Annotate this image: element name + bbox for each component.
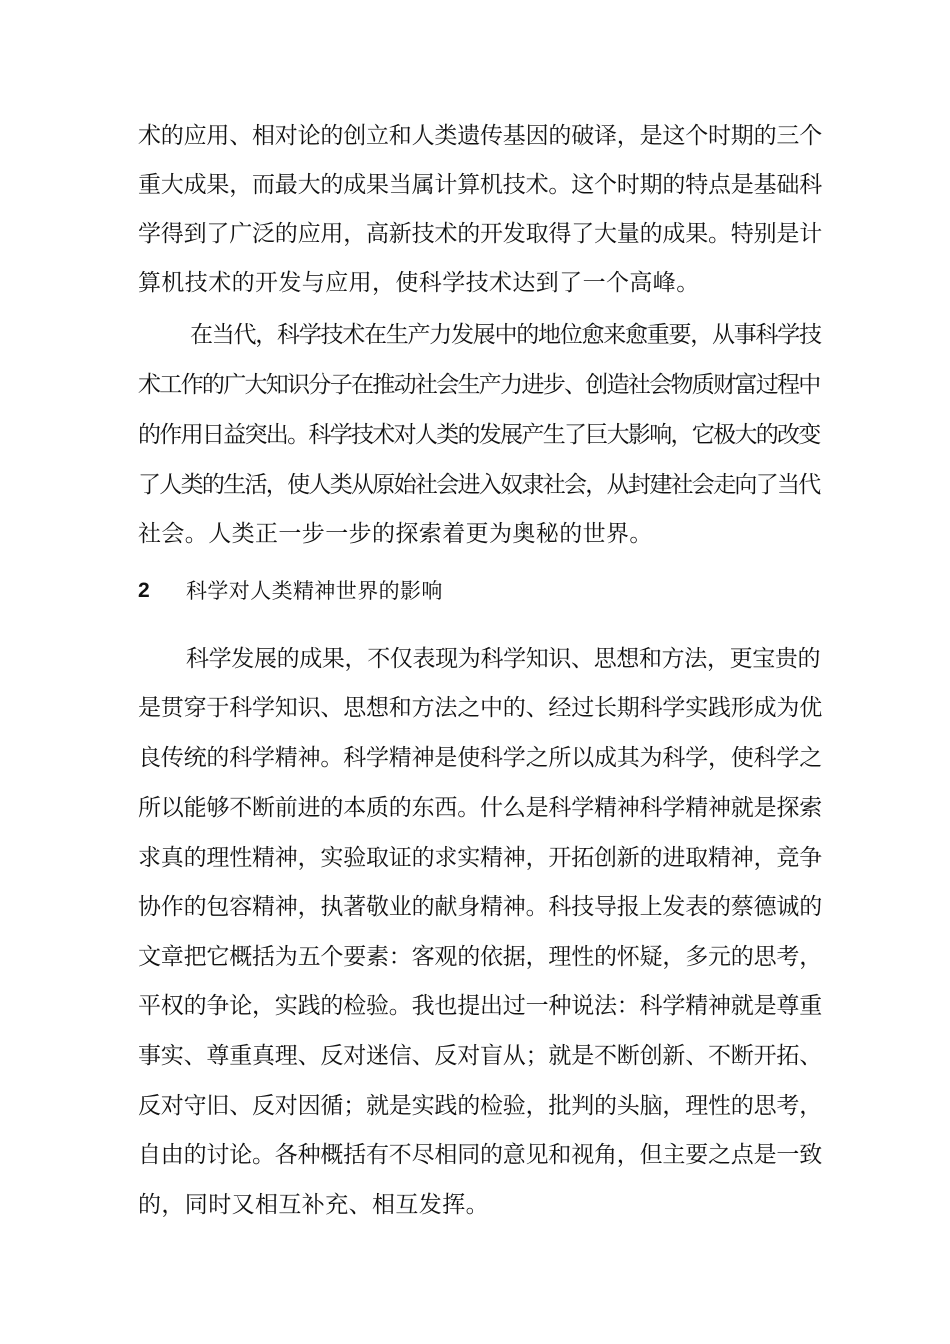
paragraph-line: 科学发展的成果，不仅表现为科学知识、思想和方法，更宝贵的	[186, 646, 821, 672]
paragraph-line: 平权的争论，实践的检验。我也提出过一种说法：科学精神就是尊重	[138, 993, 823, 1019]
section-title: 科学对人类精神世界的影响	[186, 579, 443, 603]
section-number: 2	[138, 579, 150, 602]
paragraph-line: 自由的讨论。各种概括有不尽相同的意见和视角，但主要之点是一致	[138, 1142, 823, 1168]
paragraph-line: 反对守旧、反对因循；就是实践的检验，批判的头脑，理性的思考，	[138, 1093, 823, 1119]
paragraph-line: 术的应用、相对论的创立和人类遗传基因的破译，是这个时期的三个	[138, 123, 823, 149]
paragraph-line: 学得到了广泛的应用，高新技术的开发取得了大量的成果。特别是计	[138, 221, 823, 247]
paragraph-line: 求真的理性精神，实验取证的求实精神，开拓创新的进取精神，竞争	[138, 845, 823, 871]
paragraph-line: 术工作的广大知识分子在推动社会生产力进步、创造社会物质财富过程中	[138, 372, 820, 398]
paragraph-line: 所以能够不断前进的本质的东西。什么是科学精神科学精神就是探索	[138, 795, 823, 821]
paragraph-line: 了人类的生活，使人类从原始社会进入奴隶社会，从封建社会走向了当代	[138, 472, 820, 498]
paragraph-line: 文章把它概括为五个要素：客观的依据，理性的怀疑，多元的思考，	[138, 944, 823, 970]
paragraph-line: 的，同时又相互补充、相互发挥。	[138, 1192, 489, 1218]
paragraph-line: 事实、尊重真理、反对迷信、反对盲从；就是不断创新、不断开拓、	[138, 1043, 823, 1069]
paragraph-line: 的作用日益突出。科学技术对人类的发展产生了巨大影响，它极大的改变	[138, 422, 820, 448]
paragraph-line: 重大成果，而最大的成果当属计算机技术。这个时期的特点是基础科	[138, 172, 823, 198]
paragraph-line: 算机技术的开发与应用，使科学技术达到了一个高峰。	[138, 270, 700, 296]
paragraph-line: 社会。人类正一步一步的探索着更为奥秘的世界。	[138, 521, 653, 547]
paragraph-line: 是贯穿于科学知识、思想和方法之中的、经过长期科学实践形成为优	[138, 695, 823, 721]
paragraph-line: 协作的包容精神，执著敬业的献身精神。科技导报上发表的蔡德诚的	[138, 894, 823, 920]
paragraph-line: 在当代，科学技术在生产力发展中的地位愈来愈重要，从事科学技	[190, 322, 821, 348]
paragraph-line: 良传统的科学精神。科学精神是使科学之所以成其为科学，使科学之	[138, 745, 823, 771]
